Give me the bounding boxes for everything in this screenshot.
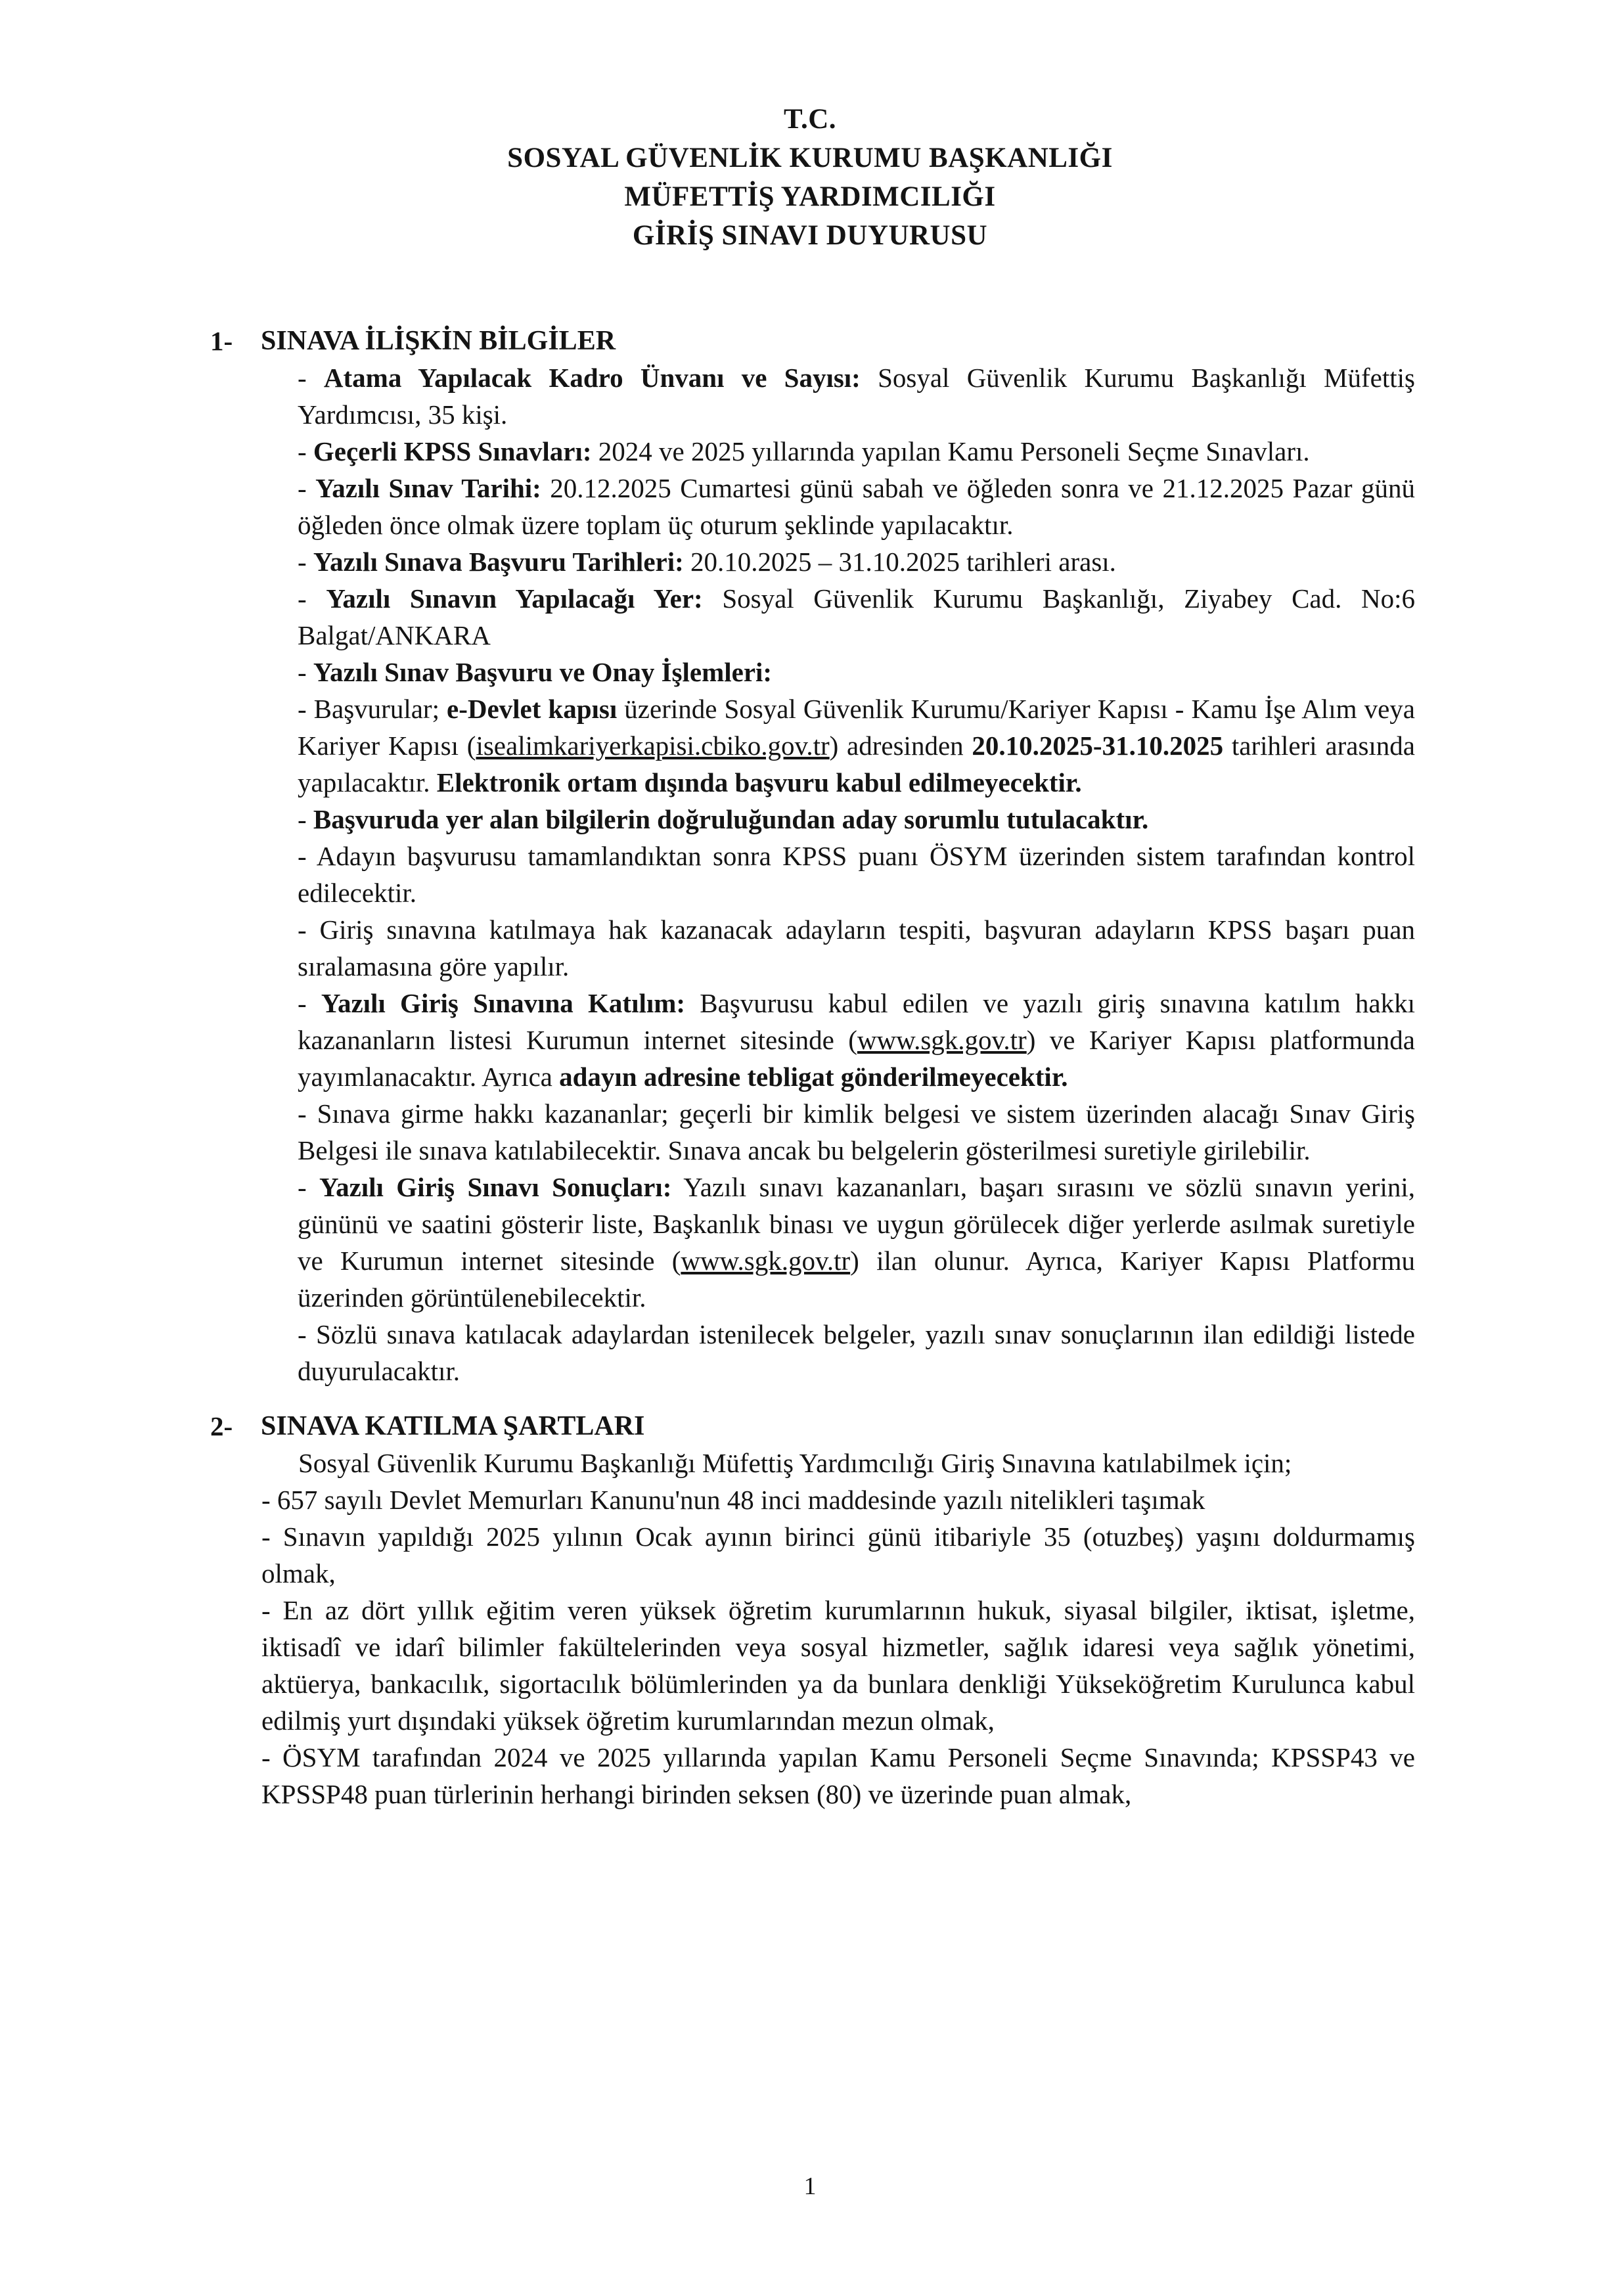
item-written-exam-participation: - Yazılı Giriş Sınavına Katılım: Başvurusu kabul edilen ve yazılı giriş sınavına katılım hakkı kazananların listesi Kurumun internet sitesinde (www.sgk.gov.tr) ve Kariyer Kapısı platformunda yayımlanacaktır. Ayrıca adayın adresine tebligat gönderilmeyecektir. bbox=[298, 988, 1416, 1092]
item-position-count: - Atama Yapılacak Kadro Ünvanı ve Sayısı: Sosyal Güvenlik Kurumu Başkanlığı Müfettiş Yardımcısı, 35 kişi. bbox=[298, 363, 1415, 430]
item-candidate-selection: - Giriş sınavına katılmaya hak kazanacak adayların tespiti, başvuran adayların KPSS başarı puan sıralamasına göre yapılır. bbox=[298, 914, 1415, 981]
eligibility-intro: Sosyal Güvenlik Kurumu Başkanlığı Müfettiş Yardımcılığı Giriş Sınavına katılabilmek için; bbox=[298, 1448, 1292, 1478]
career-gate-link[interactable]: isealimkariyerkapisi.cbiko.gov.tr bbox=[476, 731, 830, 761]
item-applicant-responsibility: - Başvuruda yer alan bilgilerin doğruluğundan aday sorumlu tutulacaktır. bbox=[298, 804, 1149, 834]
item-civil-servant-law: - 657 sayılı Devlet Memurları Kanunu'nun 48 inci maddesinde yazılı nitelikleri taşımak bbox=[261, 1485, 1205, 1515]
section-title: SINAVA KATILMA ŞARTLARI bbox=[261, 1411, 645, 1441]
header-line-announcement: GİRİŞ SINAVI DUYURUSU bbox=[632, 220, 988, 251]
item-exam-date: - Yazılı Sınav Tarihi: 20.12.2025 Cumartesi günü sabah ve öğleden sonra ve 21.12.2025 Pazar günü öğleden önce olmak üzere toplam üç oturum şeklinde yapılacaktır. bbox=[298, 473, 1415, 540]
section-number: 2- bbox=[210, 1411, 233, 1441]
header-line-tc: T.C. bbox=[783, 104, 837, 135]
section-exam-info bbox=[210, 323, 1416, 1389]
item-age-limit: - Sınavın yapıldığı 2025 yılının Ocak ayının birinci günü itibariyle 35 (otuzbeş) yaşını doldurmamış olmak, bbox=[261, 1521, 1415, 1588]
item-kpss-score: - ÖSYM tarafından 2024 ve 2025 yıllarında yapılan Kamu Personeli Seçme Sınavında; KPSSP43 ve KPSSP48 puan türlerinin herhangi birinden seksen (80) ve üzerinde puan almak, bbox=[261, 1742, 1415, 1809]
item-exam-entry-documents: - Sınava girme hakkı kazananlar; geçerli bir kimlik belgesi ve sistem üzerinden alacağı Sınav Giriş Belgesi ile sınava katılabilecektir. Sınava ancak bu belgelerin gösterilmesi suretiyle girilebilir. bbox=[298, 1098, 1415, 1165]
section-eligibility bbox=[210, 1408, 1415, 1812]
header-line-position: MÜFETTİŞ YARDIMCILIĞI bbox=[624, 181, 996, 212]
item-written-exam-results: - Yazılı Giriş Sınavı Sonuçları: Yazılı sınavı kazananları, başarı sırasını ve sözlü sınavın yerini, gününü ve saatini gösterir liste, Başkanlık binası ve uygun görülecek diğer yerlerde asılmak suretiyle ve Kurumun internet sitesinde (www.sgk.gov.tr) ilan olunur. Ayrıca, Kariyer Kapısı Platformu üzerinden görüntülenebilecektir. bbox=[298, 1172, 1416, 1313]
document-header bbox=[0, 100, 1620, 255]
item-kpss-check: - Adayın başvurusu tamamlandıktan sonra KPSS puanı ÖSYM üzerinden sistem tarafından kontrol edilecektir. bbox=[298, 841, 1415, 908]
item-application-heading: - Yazılı Sınav Başvuru ve Onay İşlemleri: bbox=[298, 657, 773, 687]
item-application-process: - Başvurular; e-Devlet kapısı üzerinde Sosyal Güvenlik Kurumu/Kariyer Kapısı - Kamu İşe Alım veya Kariyer Kapısı (isealimkariyerkapisi.cbiko.gov.tr) adresinden 20.10.2025-31.10.2025 tarihleri arasında yapılacaktır. Elektronik ortam dışında başvuru kabul edilmeyecektir. bbox=[298, 694, 1415, 798]
section-title: SINAVA İLİŞKİN BİLGİLER bbox=[261, 326, 616, 356]
item-valid-kpss: - Geçerli KPSS Sınavları: 2024 ve 2025 yıllarında yapılan Kamu Personeli Seçme Sınavları. bbox=[298, 436, 1310, 466]
item-application-dates: - Yazılı Sınava Başvuru Tarihleri: 20.10.2025 – 31.10.2025 tarihleri arası. bbox=[298, 547, 1116, 577]
item-exam-location: - Yazılı Sınavın Yapılacağı Yer: Sosyal Güvenlik Kurumu Başkanlığı, Ziyabey Cad. No:6 Balgat/ANKARA bbox=[298, 583, 1416, 650]
sgk-website-link[interactable]: www.sgk.gov.tr bbox=[857, 1025, 1027, 1055]
header-line-institution: SOSYAL GÜVENLİK KURUMU BAŞKANLIĞI bbox=[507, 143, 1113, 173]
sgk-website-link[interactable]: www.sgk.gov.tr bbox=[681, 1246, 851, 1276]
section-number: 1- bbox=[210, 326, 233, 356]
item-oral-exam-documents: - Sözlü sınava katılacak adaylardan istenilecek belgeler, yazılı sınav sonuçlarının ilan edildiği listede duyurulacaktır. bbox=[298, 1319, 1415, 1386]
page-number: 1 bbox=[803, 2172, 817, 2200]
item-education: - En az dört yıllık eğitim veren yüksek öğretim kurumlarının hukuk, siyasal bilgiler, iktisat, işletme, iktisadî ve idarî bilimler fakültelerinden veya sosyal hizmetler, sağlık idaresi veya sağlık yönetimi, aktüerya, bankacılık, sigortacılık bölümlerinden ya da bunlara denkliği Yükseköğretim Kurulunca kabul edilmiş yurt dışındaki yüksek öğretim kurumlarından mezun olmak, bbox=[261, 1595, 1415, 1736]
